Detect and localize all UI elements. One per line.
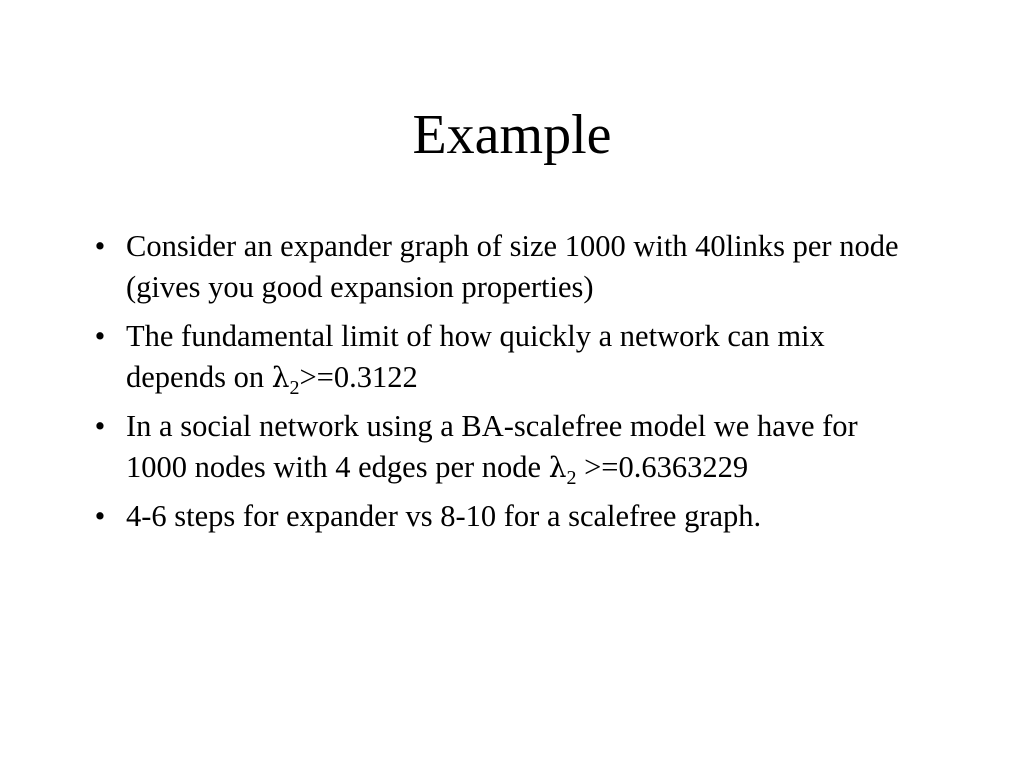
bullet-text: The fundamental limit of how quickly a network can mix depends on bbox=[126, 319, 825, 394]
bullet-marker: • bbox=[94, 229, 106, 263]
bullet-text-value: >=0.3122 bbox=[299, 360, 418, 394]
bullet-item-1 bbox=[86, 226, 926, 308]
bullet-text-value: >=0.6363229 bbox=[576, 450, 749, 484]
bullet-text: Consider an expander graph of size 1000 with 40links per node (gives you good expansion properties) bbox=[126, 229, 899, 304]
subscript: 2 bbox=[289, 377, 300, 399]
bullet-marker: • bbox=[94, 409, 106, 443]
bullet-text: 4-6 steps for expander vs 8-10 for a scalefree graph. bbox=[126, 499, 762, 533]
lambda-symbol: λ bbox=[548, 451, 567, 484]
subscript: 2 bbox=[566, 467, 577, 489]
bullet-list bbox=[86, 226, 926, 545]
bullet-text: In a social network using a BA-scalefree model we have for 1000 nodes with 4 edges per node bbox=[126, 409, 858, 484]
bullet-marker: • bbox=[94, 499, 106, 533]
bullet-marker: • bbox=[94, 319, 106, 353]
lambda-symbol: λ bbox=[271, 361, 290, 394]
bullet-item-4 bbox=[86, 496, 926, 537]
bullet-item-2 bbox=[86, 316, 926, 398]
bullet-item-3 bbox=[86, 406, 926, 488]
slide-title: Example bbox=[412, 104, 612, 166]
